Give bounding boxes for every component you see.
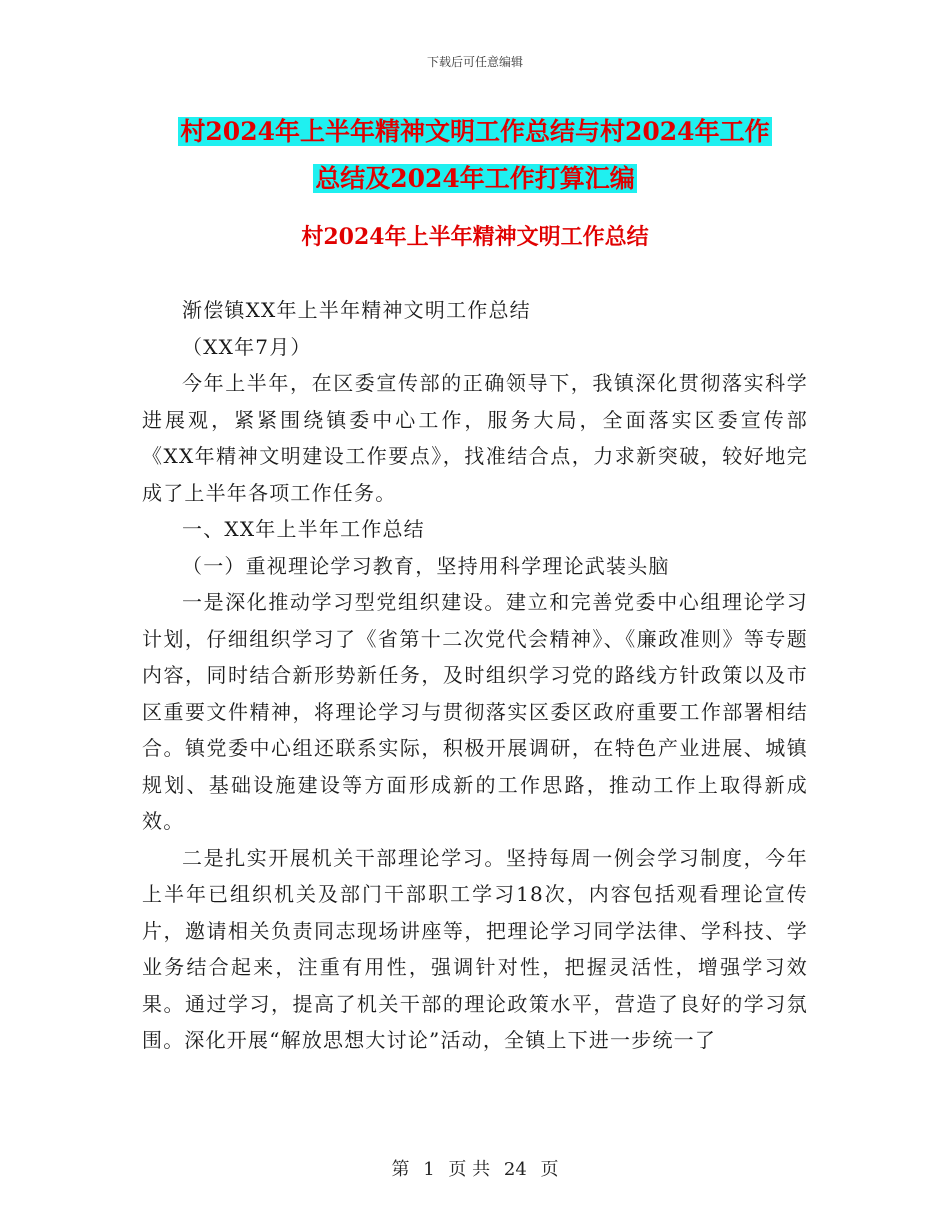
footer-page-number: 1 <box>423 1159 435 1180</box>
section-title: 村2024年上半年精神文明工作总结 <box>301 224 649 250</box>
document-title <box>140 108 810 202</box>
document-title-line-1: 村2024年上半年精神文明工作总结与村2024年工作 <box>180 117 770 146</box>
footer-suffix: 页 <box>540 1159 559 1180</box>
page-footer <box>0 1155 950 1181</box>
paragraph-subtitle: 渐偿镇XX年上半年精神文明工作总结 <box>182 298 531 322</box>
document-body <box>142 292 808 1059</box>
paragraph-subheading-1: （一）重视理论学习教育，坚持用科学理论武装头脑 <box>182 553 670 578</box>
paragraph-item-1: 一是深化推动学习型党组织建设。建立和完善党委中心组理论学习计划，仔细组织学习了《省第十二次党代会精神》、《廉政准则》等专题内容，同时结合新形势新任务，及时组织学习党的路线方针政策以及市区重要文件精神，将理论学习与贯彻落实区委区政府重要工作部署相结合。镇党委中心组还联系实际，积极开展调研，在特色产业进展、城镇规划、基础设施建设等方面形成新的工作思路，推动工作上取得新成效。 <box>142 590 808 833</box>
footer-total-pages: 24 <box>503 1159 527 1180</box>
footer-middle: 页 共 <box>448 1159 491 1180</box>
paragraph-item-2: 二是扎实开展机关干部理论学习。坚持每周一例会学习制度，今年上半年已组织机关及部门干部职工学习18次，内容包括观看理论宣传片，邀请相关负责同志现场讲座等，把理论学习同学法律、学科技、学业务结合起来，注重有用性，强调针对性，把握灵活性，增强学习效果。通过学习，提高了机关干部的理论政策水平，营造了良好的学习氛围。深化开展“解放思想大讨论”活动，全镇上下进一步统一了 <box>142 845 808 1052</box>
document-title-line-2: 总结及2024年工作打算汇编 <box>315 164 635 193</box>
paragraph-heading-1: 一、XX年上半年工作总结 <box>182 517 425 541</box>
footer-prefix: 第 <box>391 1159 410 1180</box>
paragraph-intro: 今年上半年，在区委宣传部的正确领导下，我镇深化贯彻落实科学进展观，紧紧围绕镇委中心工作，服务大局，全面落实区委宣传部《XX年精神文明建设工作要点》，找准结合点，力求新突破，较好地完成了上半年各项工作任务。 <box>142 371 808 505</box>
paragraph-date: （XX年7月） <box>182 334 312 359</box>
header-note: 下载后可任意编辑 <box>426 55 523 69</box>
